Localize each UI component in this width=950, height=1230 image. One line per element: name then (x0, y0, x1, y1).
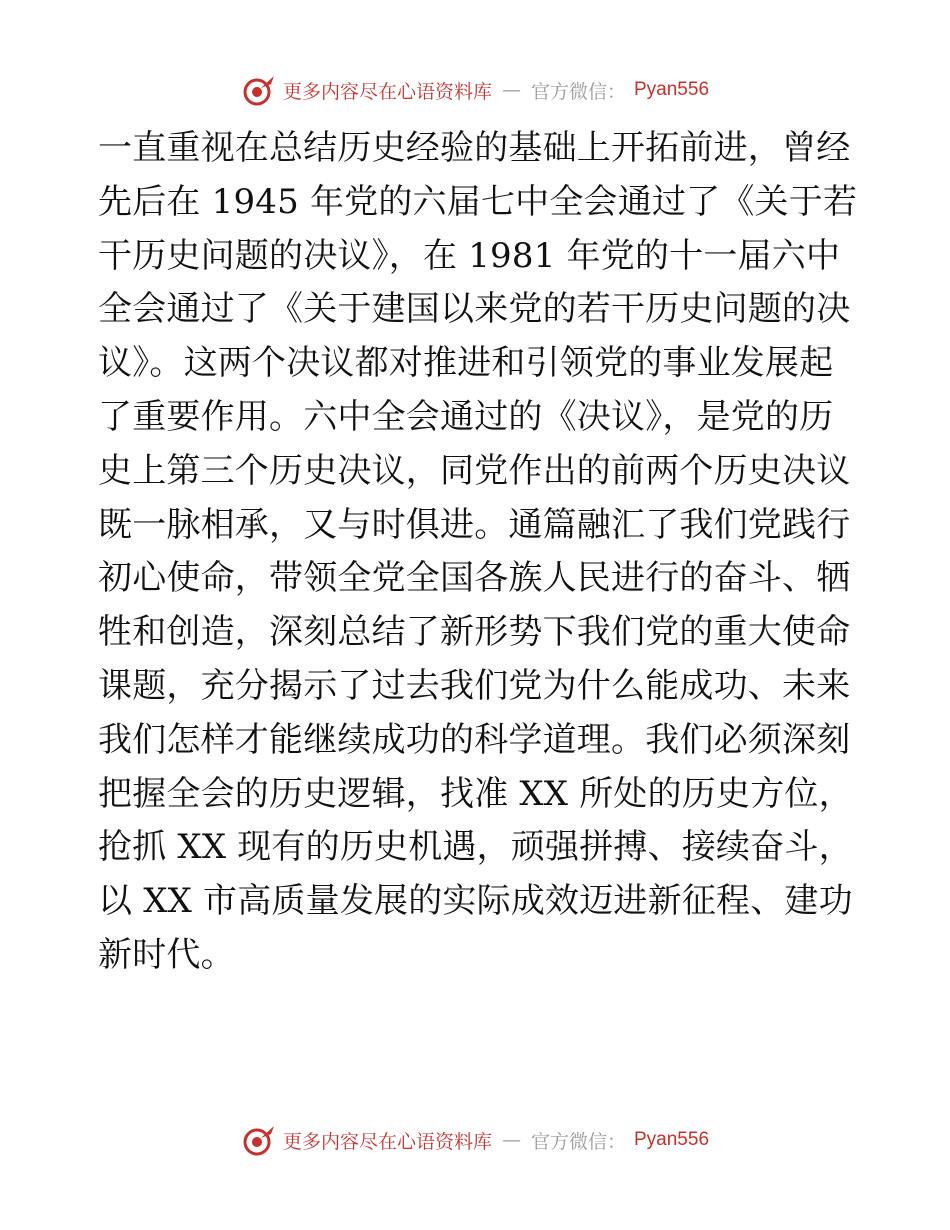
watermark-separator: — (501, 79, 521, 101)
body-line: 把握全会的历史逻辑，找准 XX 所处的历史方位， (98, 773, 853, 814)
watermark-wechat-label: 官方微信： (530, 1130, 626, 1153)
body-line: 抢抓 XX 现有的历史机遇，顽强拼搏、接续奋斗， (98, 827, 853, 868)
body-line: 以 XX 市高质量发展的实际成效迈进新征程、建功 (98, 881, 853, 922)
footer-watermark (0, 1120, 950, 1160)
watermark-site-text: 更多内容尽在心语资料库 (282, 80, 492, 103)
quill-logo-icon (241, 1122, 277, 1158)
body-line: 议》。这两个决议都对推进和引领党的事业发展起 (98, 343, 834, 384)
watermark-wechat-label: 官方微信： (530, 80, 626, 103)
body-line: 先后在 1945 年党的六届七中全会通过了《关于若 (98, 181, 858, 222)
body-line: 我们怎样才能继续成功的科学道理。我们必须深刻 (98, 719, 851, 760)
watermark-wechat-id: Pyan556 (634, 1129, 710, 1150)
body-line: 了重要作用。六中全会通过的《决议》，是党的历 (98, 396, 834, 437)
body-line: 牲和创造，深刻总结了新形势下我们党的重大使命 (98, 612, 851, 653)
body-line: 全会通过了《关于建国以来党的若干历史问题的决 (98, 289, 851, 330)
header-watermark (0, 70, 950, 110)
body-line: 一直重视在总结历史经验的基础上开拓前进，曾经 (98, 128, 851, 168)
body-line: 初心使命，带领全党全国各族人民进行的奋斗、牺 (98, 558, 851, 599)
body-line: 干历史问题的决议》，在 1981 年党的十一届六中 (98, 235, 841, 276)
body-line: 新时代。 (98, 934, 235, 975)
body-line: 课题，充分揭示了过去我们党为什么能成功、未来 (98, 665, 851, 706)
quill-logo-icon (241, 72, 277, 108)
document-body (98, 122, 858, 983)
watermark-wechat-id: Pyan556 (634, 79, 710, 100)
body-line: 史上第三个历史决议，同党作出的前两个历史决议 (98, 450, 851, 491)
watermark-site-text: 更多内容尽在心语资料库 (282, 1130, 492, 1153)
watermark-separator: — (501, 1129, 521, 1151)
body-line: 既一脉相承，又与时俱进。通篇融汇了我们党践行 (98, 504, 851, 545)
